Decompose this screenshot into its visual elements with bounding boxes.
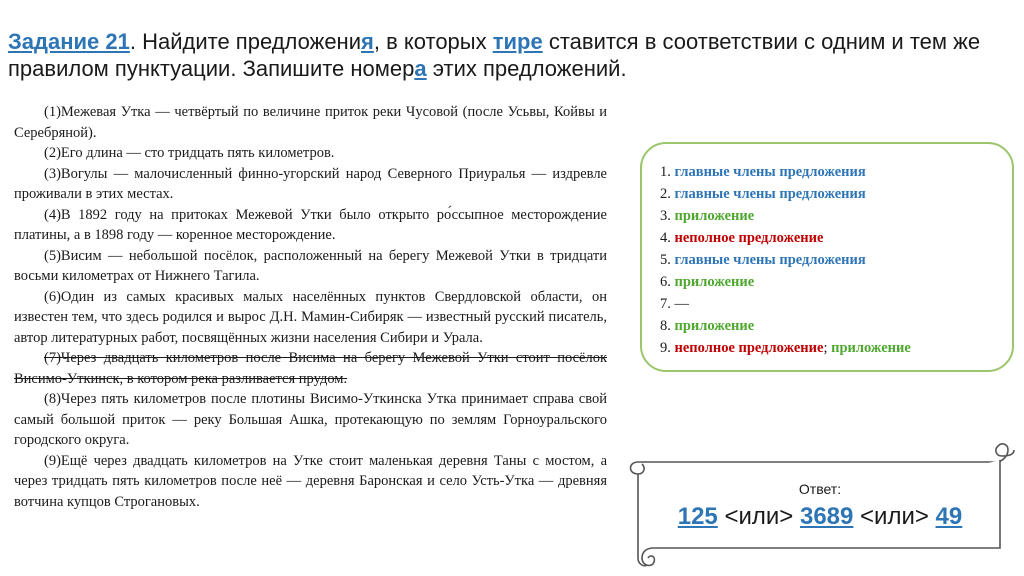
- legend-item-number: 4.: [660, 230, 675, 246]
- legend-item-rule: приложение: [831, 340, 911, 356]
- legend-item: [660, 161, 1012, 183]
- answer-separator-1: <или>: [717, 503, 800, 530]
- answer-label: Ответ:: [798, 481, 842, 497]
- dash-rules-legend: [640, 142, 1014, 372]
- legend-item-rule: главные члены предложения: [674, 164, 866, 180]
- sentence: (4)В 1892 году на притоках Межевой Утки было открыто ро́ссыпное месторождение платины, а в 1898 году — коренное месторождение.: [14, 206, 607, 243]
- heading-text-1: . Найдите предложени: [129, 29, 361, 54]
- legend-item-rule: неполное предложение: [674, 230, 824, 246]
- legend-item-number: 5.: [660, 252, 675, 268]
- heading-highlight-dash: тире: [492, 29, 543, 54]
- answer-option-3: 49: [935, 503, 963, 530]
- legend-item-number: 8.: [660, 318, 675, 334]
- legend-item-rule: приложение: [674, 318, 755, 334]
- legend-item: [660, 249, 1012, 271]
- legend-item-rule: ;: [823, 340, 832, 356]
- answer-value: [650, 503, 990, 531]
- heading-text-3: ставится в соответствии с одним и тем же правилом пунктуации. Запишите номер: [8, 29, 981, 81]
- legend-item: [660, 205, 1012, 227]
- legend-item-number: 3.: [660, 208, 675, 224]
- legend-item-rule: неполное предложение: [674, 340, 824, 356]
- answer-option-2: 3689: [799, 503, 854, 530]
- legend-item: [660, 271, 1012, 293]
- sentence: (1)Межевая Утка — четвёртый по величине приток реки Чусовой (после Усьвы, Койвы и Серебряной).: [14, 104, 607, 141]
- sentence: (5)Висим — небольшой посёлок, расположенный на берегу Межевой Утки в тридцати восьми километрах от Нижнего Тагила.: [14, 247, 607, 284]
- legend-item-rule: приложение: [674, 208, 755, 224]
- sentence: (8)Через пять километров после плотины Висимо-Уткинска Утка принимает справа свой самый большой приток — реку Большая Ашка, протекающую по землям Горноуральского городского округа.: [14, 391, 607, 448]
- legend-item-number: 1.: [660, 164, 675, 180]
- legend-item: [660, 227, 1012, 249]
- sentence: (2)Его длина — сто тридцать пять километров.: [44, 145, 335, 161]
- legend-item-number: 2.: [660, 186, 675, 202]
- task-label: Задание 21: [8, 29, 130, 54]
- heading-text-4: этих предложений.: [426, 56, 627, 81]
- legend-item-number: 9.: [660, 340, 675, 356]
- legend-item: [660, 337, 1012, 359]
- answer-option-1: 125: [677, 503, 718, 530]
- answer-separator-2: <или>: [853, 503, 936, 530]
- legend-item: [660, 183, 1012, 205]
- sentence: (9)Ещё через двадцать километров на Утке стоит маленькая деревня Таны с мостом, а через тридцать пять километров после неё — деревня Баронская и село Усть-Утка — древняя вотчина купцов Строгановых.: [14, 452, 607, 510]
- legend-item-rule: приложение: [674, 274, 755, 290]
- legend-item-number: 7.: [660, 296, 675, 312]
- task-heading: [8, 28, 1018, 82]
- legend-item-rule: главные члены предложения: [674, 252, 866, 268]
- heading-text-2: , в которых: [373, 29, 493, 54]
- sentence: (6)Один из самых красивых малых населённых пунктов Свердловской области, он известен тем, что здесь родился и вырос Д.Н. Мамин-Сибиряк — известный русский писатель, автор литературных работ, посвящённых жизни населения Сибири и Урала.: [14, 288, 607, 346]
- sentences-text: [14, 102, 607, 512]
- sentence: (3)Вогулы — малочисленный финно-угорский народ Северного Приуралья — издревле проживали в этих местах.: [14, 165, 607, 202]
- legend-item-rule: —: [674, 296, 689, 312]
- legend-item-number: 6.: [660, 274, 675, 290]
- sentence-struck: (7)Через двадцать километров после Висима на берегу Межевой Утки стоит посёлок Висимо-Уткинск, в котором река разливается прудом.: [14, 350, 607, 387]
- legend-item-rule: главные члены предложения: [674, 186, 866, 202]
- heading-highlight-2: а: [414, 56, 427, 81]
- legend-item: [660, 315, 1012, 337]
- legend-item: [660, 293, 1012, 315]
- heading-highlight-1: я: [361, 29, 374, 54]
